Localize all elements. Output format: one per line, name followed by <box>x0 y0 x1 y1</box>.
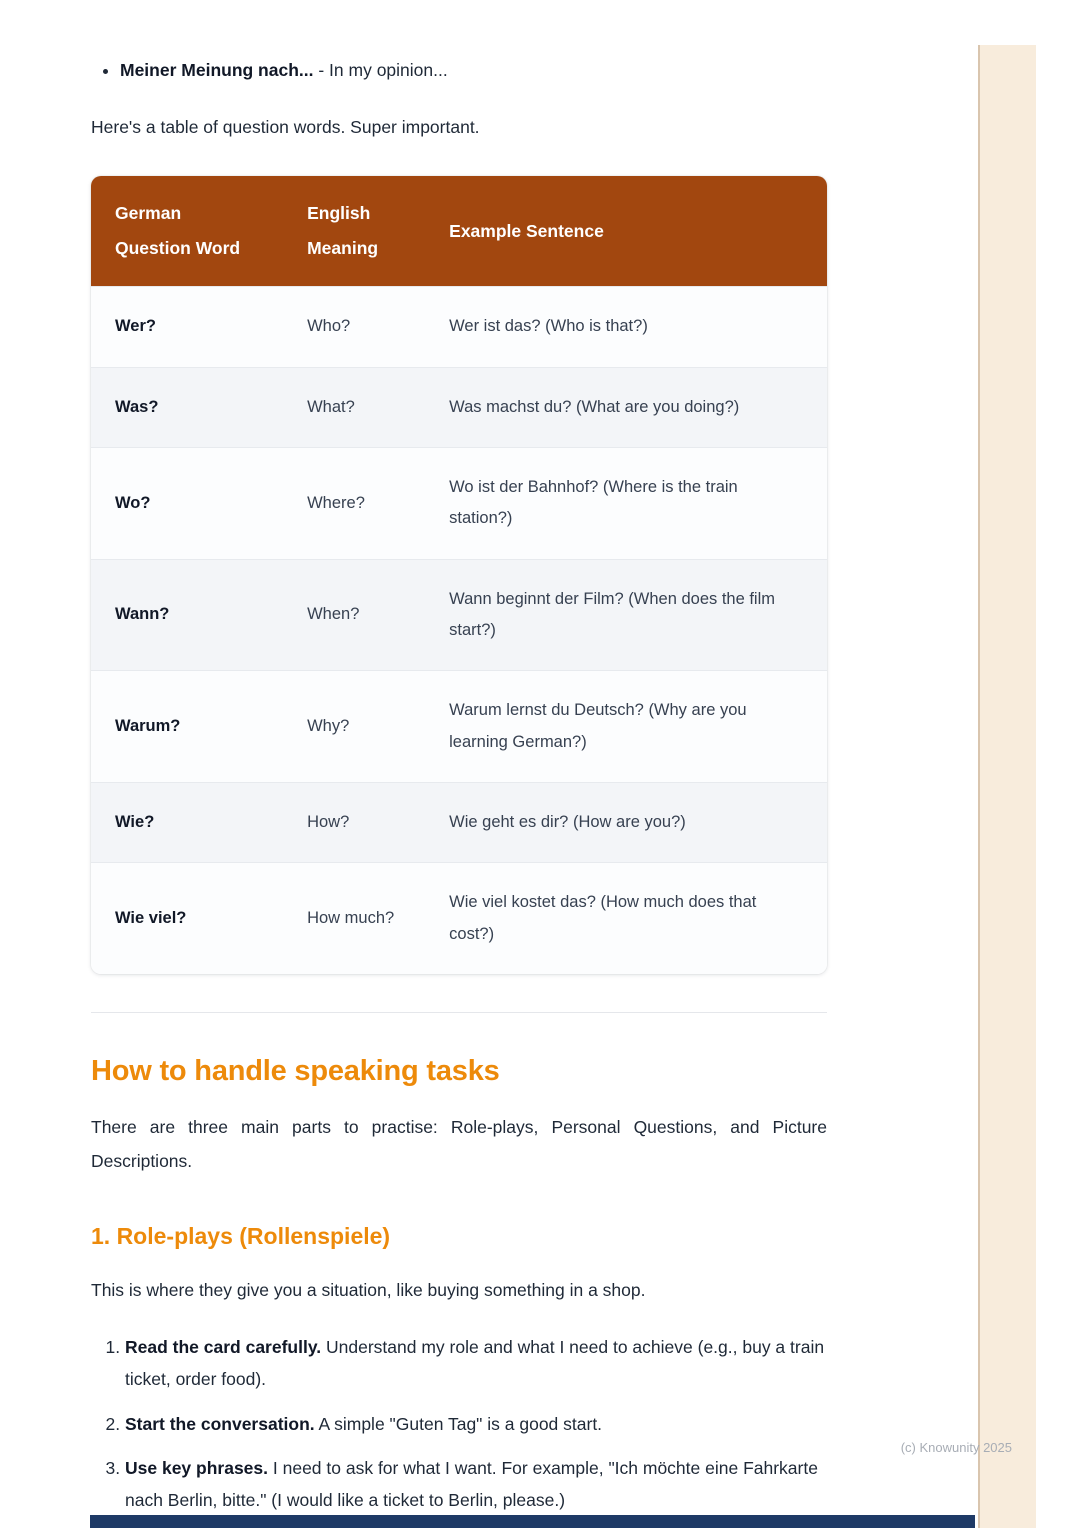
table-header-english: English Meaning <box>283 176 425 287</box>
cell-german: Wann? <box>91 559 283 671</box>
footer-accent-bar <box>90 1515 975 1528</box>
phrase-list-item <box>120 57 827 83</box>
cell-german: Was? <box>91 367 283 447</box>
table-row <box>91 671 827 783</box>
table-row <box>91 367 827 447</box>
section-divider <box>91 1012 827 1013</box>
step-title: Start the conversation. <box>125 1413 315 1434</box>
table-header-example: Example Sentence <box>425 176 827 287</box>
table-row <box>91 863 827 974</box>
step-item <box>125 1408 827 1440</box>
cell-english: How? <box>283 783 425 863</box>
cell-english: Why? <box>283 671 425 783</box>
cell-example: Wer ist das? (Who is that?) <box>425 287 827 367</box>
cell-english: Where? <box>283 447 425 559</box>
cell-german: Wie viel? <box>91 863 283 974</box>
cell-example: Wie viel kostet das? (How much does that cost?) <box>425 863 827 974</box>
cell-example: Wann beginnt der Film? (When does the film start?) <box>425 559 827 671</box>
step-title: Read the card carefully. <box>125 1336 322 1357</box>
page-edge-strip <box>978 45 1036 1528</box>
table-row <box>91 287 827 367</box>
cell-english: Who? <box>283 287 425 367</box>
step-title: Use key phrases. <box>125 1458 269 1479</box>
step-item <box>125 1331 827 1396</box>
cell-example: Warum lernst du Deutsch? (Why are you learning German?) <box>425 671 827 783</box>
step-description: Understand my role and what I need to achieve (e.g., buy a train ticket, order food). <box>125 1336 825 1390</box>
watermark: (c) Knowunity 2025 <box>900 1440 1012 1455</box>
section-heading: How to handle speaking tasks <box>91 1055 500 1088</box>
subsection-intro-paragraph: This is where they give you a situation, like buying something in a shop. <box>91 1279 646 1300</box>
cell-english: What? <box>283 367 425 447</box>
step-item <box>125 1452 827 1517</box>
cell-german: Wer? <box>91 287 283 367</box>
phrase-translation: - In my opinion... <box>313 60 448 80</box>
table-row <box>91 783 827 863</box>
steps-list <box>91 1331 827 1517</box>
question-words-table <box>91 176 827 974</box>
phrase-german: Meiner Meinung nach... <box>120 60 314 80</box>
subsection-heading: 1. Role-plays (Rollenspiele) <box>91 1222 391 1249</box>
cell-german: Wie? <box>91 783 283 863</box>
step-description: I need to ask for what I want. For example, "Ich möchte eine Fahrkarte nach Berlin, bitte." (I would like a ticket to Berlin, please.) <box>125 1458 818 1511</box>
cell-example: Was machst du? (What are you doing?) <box>425 367 827 447</box>
section-intro-paragraph: There are three main parts to practise: Role-plays, Personal Questions, and Picture Descriptions. <box>91 1117 827 1171</box>
document-content <box>91 57 827 1529</box>
table-header-german: German Question Word <box>91 176 283 287</box>
step-description: A simple "Guten Tag" is a good start. <box>314 1413 603 1434</box>
cell-german: Warum? <box>91 671 283 783</box>
table-header-row <box>91 176 827 287</box>
cell-german: Wo? <box>91 447 283 559</box>
cell-english: How much? <box>283 863 425 974</box>
phrase-bullet-list <box>91 57 827 83</box>
table-intro-paragraph: Here's a table of question words. Super important. <box>91 117 480 138</box>
table-row <box>91 447 827 559</box>
cell-english: When? <box>283 559 425 671</box>
cell-example: Wo ist der Bahnhof? (Where is the train station?) <box>425 447 827 559</box>
table-row <box>91 559 827 671</box>
cell-example: Wie geht es dir? (How are you?) <box>425 783 827 863</box>
